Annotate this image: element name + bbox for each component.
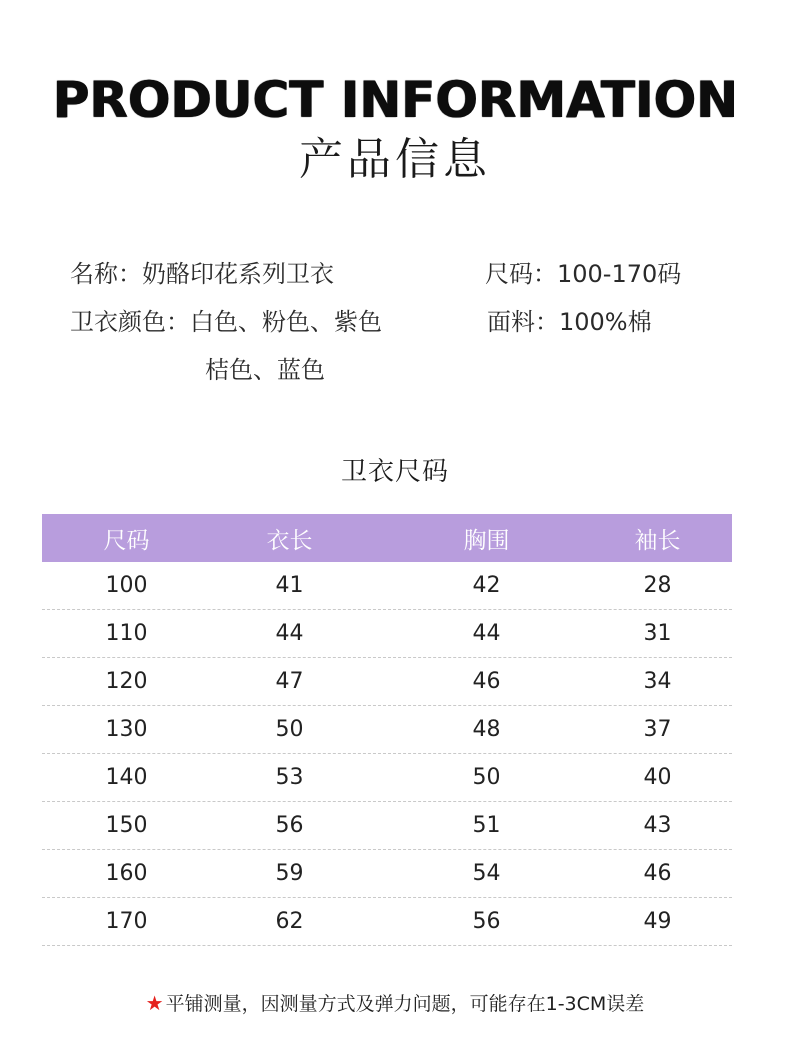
cell-length: 53 bbox=[275, 765, 304, 790]
column-header-size: 尺码 bbox=[103, 527, 150, 554]
cell-size: 100 bbox=[105, 573, 148, 598]
cell-chest: 50 bbox=[472, 765, 501, 790]
cell-size: 170 bbox=[105, 909, 148, 934]
table-row bbox=[42, 658, 732, 706]
table-row bbox=[42, 754, 732, 802]
column-header-sleeve: 袖长 bbox=[634, 527, 681, 554]
cell-sleeve: 28 bbox=[643, 573, 672, 598]
cell-sleeve: 37 bbox=[643, 717, 672, 742]
title-chinese: 产品信息 bbox=[299, 134, 491, 185]
cell-length: 41 bbox=[275, 573, 304, 598]
cell-sleeve: 46 bbox=[643, 861, 672, 886]
cell-chest: 54 bbox=[472, 861, 501, 886]
product-colors: 卫衣颜色：白色、粉色、紫色 bbox=[70, 308, 382, 336]
cell-chest: 42 bbox=[472, 573, 501, 598]
size-table-title: 卫衣尺码 bbox=[340, 457, 449, 487]
size-table-header bbox=[42, 514, 732, 562]
cell-size: 140 bbox=[105, 765, 148, 790]
cell-length: 47 bbox=[275, 669, 304, 694]
measurement-note-text: 平铺测量，因测量方式及弹力问题，可能存在1-3CM误差 bbox=[165, 993, 645, 1015]
cell-length: 62 bbox=[275, 909, 304, 934]
cell-sleeve: 34 bbox=[643, 669, 672, 694]
size-table bbox=[42, 514, 732, 946]
cell-length: 59 bbox=[275, 861, 304, 886]
cell-size: 120 bbox=[105, 669, 148, 694]
product-size-range: 尺码：100-170码 bbox=[485, 260, 682, 288]
table-row bbox=[42, 562, 732, 610]
cell-sleeve: 43 bbox=[643, 813, 672, 838]
table-row bbox=[42, 850, 732, 898]
cell-size: 160 bbox=[105, 861, 148, 886]
cell-sleeve: 40 bbox=[643, 765, 672, 790]
measurement-note bbox=[0, 990, 790, 1017]
product-fabric: 面料：100%棉 bbox=[487, 308, 652, 336]
cell-length: 56 bbox=[275, 813, 304, 838]
cell-length: 44 bbox=[275, 621, 304, 646]
table-row bbox=[42, 610, 732, 658]
cell-size: 110 bbox=[105, 621, 148, 646]
column-header-chest: 胸围 bbox=[463, 527, 510, 554]
cell-sleeve: 49 bbox=[643, 909, 672, 934]
cell-chest: 56 bbox=[472, 909, 501, 934]
cell-chest: 51 bbox=[472, 813, 501, 838]
column-header-length: 衣长 bbox=[266, 527, 313, 554]
cell-chest: 46 bbox=[472, 669, 501, 694]
cell-chest: 48 bbox=[472, 717, 501, 742]
title-english: PRODUCT INFORMATION bbox=[52, 71, 738, 129]
table-row bbox=[42, 898, 732, 946]
table-row bbox=[42, 802, 732, 850]
cell-chest: 44 bbox=[472, 621, 501, 646]
product-name: 名称：奶酪印花系列卫衣 bbox=[70, 260, 334, 288]
cell-size: 130 bbox=[105, 717, 148, 742]
cell-length: 50 bbox=[275, 717, 304, 742]
cell-size: 150 bbox=[105, 813, 148, 838]
table-row bbox=[42, 706, 732, 754]
product-colors-continued: 桔色、蓝色 bbox=[205, 356, 325, 384]
cell-sleeve: 31 bbox=[643, 621, 672, 646]
star-icon: ★ bbox=[145, 991, 164, 1015]
